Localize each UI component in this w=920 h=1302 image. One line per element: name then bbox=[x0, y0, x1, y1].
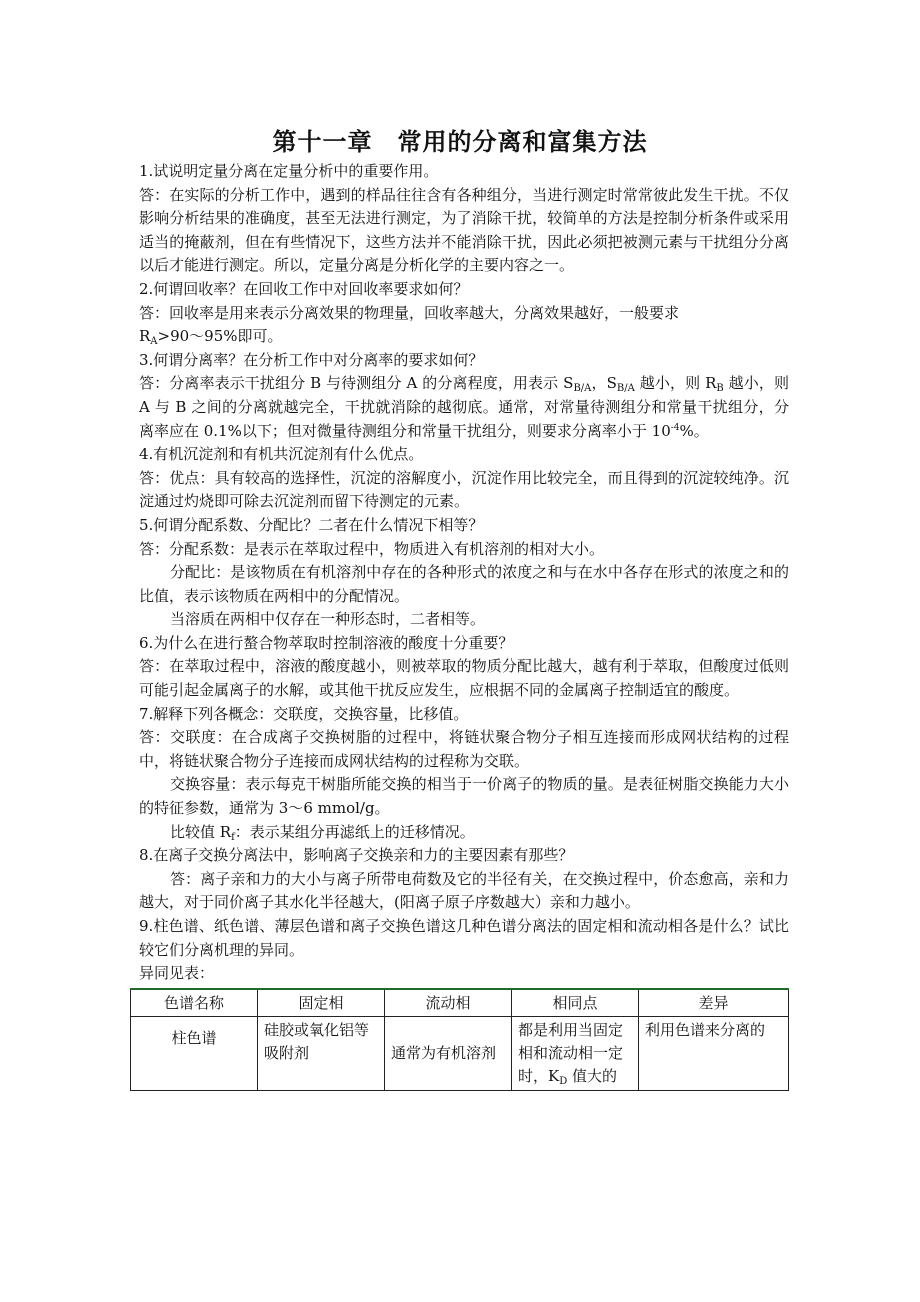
table-caption: 异同见表： bbox=[139, 964, 215, 983]
chapter-title: 第十一章 常用的分离和富集方法 bbox=[272, 127, 648, 156]
answer-3-part: 越小，则 R bbox=[634, 374, 717, 393]
answer-3-sub: B bbox=[716, 383, 724, 395]
answer-3 bbox=[139, 372, 789, 443]
answer-5-part3: 当溶质在两相中仅存在一种形态时，二者相等。 bbox=[170, 610, 486, 629]
answer-2-rest: >90～95%即可。 bbox=[157, 327, 283, 346]
answer-5-part2: 分配比：是该物质在有机溶剂中存在的各种形式的浓度之和与在水中各存在形式的浓度之和的比值，表示该物质在两相中的分配情况。 bbox=[139, 563, 789, 605]
question-8: 8.在离子交换分离法中，影响离子交换亲和力的主要因素有那些？ bbox=[139, 846, 574, 865]
table-cell-same-text: 都是利用当固定相和流动相一定时，K bbox=[518, 1020, 624, 1085]
question-4: 4.有机沉淀剂和有机共沉淀剂有什么优点。 bbox=[139, 445, 424, 464]
table-header-cell: 差异 bbox=[639, 989, 789, 1017]
answer-2-subscript: A bbox=[150, 336, 158, 348]
table-cell-diff: 利用色谱来分离的 bbox=[639, 1016, 789, 1090]
answer-3-part: ，S bbox=[591, 374, 617, 393]
answer-4: 答：优点：具有较高的选择性，沉淀的溶解度小，沉淀作用比较完全，而且得到的沉淀较纯净。沉淀通过灼烧即可除去沉淀剂而留下待测定的元素。 bbox=[139, 468, 789, 511]
answer-7-part3-text: 比较值 R bbox=[170, 822, 232, 841]
table-cell-same-sub: D bbox=[559, 1075, 568, 1087]
answer-3-part: 答：分离率表示干扰组分 B 与待测组分 A 的分离程度，用表示 S bbox=[139, 374, 574, 393]
answer-5-part1: 答：分配系数：是表示在萃取过程中，物质进入有机溶剂的相对大小。 bbox=[139, 539, 605, 558]
answer-2-line1: 答：回收率是用来表示分离效果的物理量，回收率越大，分离效果越好，一般要求 bbox=[139, 303, 680, 322]
question-6: 6.为什么在进行螯合物萃取时控制溶液的酸度十分重要？ bbox=[139, 633, 514, 652]
answer-7-part2: 交换容量：表示每克干树脂所能交换的相当于一价离子的物质的量。是表征树脂交换能力大小的特征参数，通常为 3～6 mmol/g。 bbox=[139, 775, 789, 818]
answer-3-part: %。 bbox=[679, 421, 709, 440]
answer-7-part3-text: ：表示某组分再滤纸上的迁移情况。 bbox=[234, 822, 475, 841]
answer-7-part1: 答：交联度：在合成离子交换树脂的过程中，将链状聚合物分子相互连接而形成网状结构的过程中，将链状聚合物分子连接而成网状结构的过程称为交联。 bbox=[139, 728, 789, 770]
table-header-row bbox=[131, 989, 789, 1017]
answer-2 bbox=[139, 302, 789, 349]
answer-3-sub: B/A bbox=[573, 383, 592, 395]
table-header-cell: 色谱名称 bbox=[131, 989, 258, 1017]
answer-7-part3 bbox=[139, 821, 789, 845]
table-header-cell: 相同点 bbox=[512, 989, 639, 1017]
answer-2-symbol: R bbox=[139, 327, 151, 346]
table-cell-same bbox=[512, 1016, 639, 1090]
question-1: 1.试说明定量分离在定量分析中的重要作用。 bbox=[139, 162, 439, 180]
question-3: 3.何谓分离率？在分析工作中对分离率的要求如何？ bbox=[139, 350, 484, 369]
question-2: 2.何谓回收率？在回收工作中对回收率要求如何？ bbox=[139, 279, 469, 298]
table-cell-same-text: 值大的 bbox=[567, 1066, 618, 1085]
comparison-table bbox=[130, 988, 789, 1091]
answer-7-part3-sub: f bbox=[231, 831, 235, 843]
question-7: 7.解释下列各概念：交联度，交换容量，比移值。 bbox=[139, 704, 469, 723]
table-header-cell: 流动相 bbox=[385, 989, 512, 1017]
table-row bbox=[131, 1016, 789, 1090]
question-9: 9.柱色谱、纸色谱、薄层色谱和离子交换色谱这几种色谱分离法的固定相和流动相各是什么？试比较它们分离机理的异同。 bbox=[139, 917, 789, 959]
question-5: 5.何谓分配系数、分配比？二者在什么情况下相等？ bbox=[139, 515, 484, 534]
answer-3-sub: B/A bbox=[616, 383, 635, 395]
answer-3-sup: -4 bbox=[670, 422, 680, 433]
answer-3-part: 越小，则 A 与 B 之间的分离就越完全，干扰就消除的越彻底。通常，对常量待测组分和常量干扰组分，分离率应在 0.1%以下；但对微量待测组分和常量干扰组分，则要求分离率小于 10 bbox=[139, 374, 789, 440]
table-cell-mobile: 通常为有机溶剂 bbox=[385, 1016, 512, 1090]
table-header-cell: 固定相 bbox=[258, 989, 385, 1017]
table-cell-name: 柱色谱 bbox=[131, 1016, 258, 1090]
answer-6: 答：在萃取过程中，溶液的酸度越小，则被萃取的物质分配比越大，越有利于萃取，但酸度过低则可能引起金属离子的水解，或其他干扰反应发生，应根据不同的金属离子控制适宜的酸度。 bbox=[139, 657, 789, 700]
table-cell-stationary: 硅胶或氧化铝等吸附剂 bbox=[258, 1016, 385, 1090]
document-body bbox=[139, 160, 789, 1091]
answer-8: 答：离子亲和力的大小与离子所带电荷数及它的半径有关，在交换过程中，价态愈高，亲和力越大，对于同价离子其水化半径越大，(阳离子原子序数越大）亲和力越小。 bbox=[139, 869, 789, 912]
answer-1: 答：在实际的分析工作中，遇到的样品往往含有各种组分，当进行测定时常常彼此发生干扰。不仅影响分析结果的准确度，甚至无法进行测定，为了消除干扰，较简单的方法是控制分析条件或采用适当的掩蔽剂，但在有些情况下，这些方法并不能消除干扰，因此必须把被测元素与干扰组分分离以后才能进行测定。所以，定量分离是分析化学的主要内容之一。 bbox=[139, 185, 789, 275]
